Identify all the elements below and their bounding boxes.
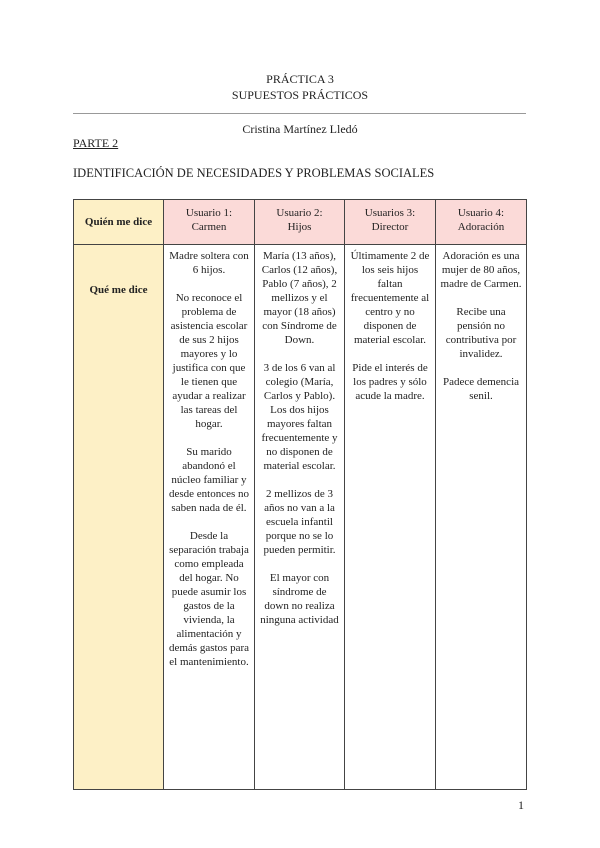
document-subtitle: SUPUESTOS PRÁCTICOS [231,88,369,102]
cell-paragraph: El mayor con síndrome de down no realiza ninguna actividad [260,572,339,626]
section-label: PARTE 2 [73,136,119,150]
cell-paragraph: Padece demencia senil. [442,376,520,402]
needs-table [73,199,527,790]
table-header-row [74,200,527,245]
column-header-user-2 [255,200,345,245]
header-divider [73,113,526,114]
cell-user-4 [436,245,527,790]
cell-paragraph: Adoración es una mujer de 80 años, madre de Carmen. [440,250,522,290]
cell-user-1 [164,245,255,790]
page-number: 1 [518,798,524,812]
column-header-line: Director [371,221,409,233]
column-header-line: Carmen [191,221,227,233]
cell-paragraph: Pide el interés de los padres y sólo acude la madre. [352,362,428,402]
cell-paragraph: Madre soltera con 6 hijos. [169,250,249,276]
table-body-row [74,245,527,790]
row-label-what: Qué me dice [74,245,164,790]
column-header-user-4 [436,200,527,245]
column-header-line: Hijos [287,221,312,233]
column-header-line: Usuario 1: [185,207,233,219]
document-title: PRÁCTICA 3 [266,72,334,86]
section-heading: IDENTIFICACIÓN DE NECESIDADES Y PROBLEMAS SOCIALES [73,166,435,180]
column-header-user-1 [164,200,255,245]
cell-user-2 [255,245,345,790]
cell-paragraph: Recibe una pensión no contributiva por invalidez. [445,306,517,360]
column-header-line: Usuario 4: [457,207,505,219]
column-header-line: Usuario 2: [276,207,323,219]
cell-paragraph: Últimamente 2 de los seis hijos faltan frecuentemente al centro y no disponen de material escolar. [350,250,430,346]
cell-paragraph: No reconoce el problema de asistencia escolar de sus 2 hijos mayores y lo justifica con que le tienen que ayudar a realizar las tareas del hogar. [170,292,248,430]
column-header-line: Usuarios 3: [364,207,416,219]
cell-user-3 [345,245,436,790]
cell-paragraph: Su marido abandonó el núcleo familiar y desde entonces no saben nada de él. [168,446,250,514]
row-label-who: Quién me dice [74,200,164,245]
author-name: Cristina Martínez Lledó [242,122,358,136]
column-header-user-3 [345,200,436,245]
column-header-line: Adoración [457,221,505,233]
cell-paragraph: 2 mellizos de 3 años no van a la escuela infantil porque no se lo pueden permitir. [263,488,336,556]
cell-paragraph: Desde la separación trabaja como empleada del hogar. No puede asumir los gastos de la vivienda, la alimentación y demás gastos para el mantenimiento. [168,530,250,668]
cell-paragraph: 3 de los 6 van al colegio (María, Carlos y Pablo). Los dos hijos mayores faltan frecuentemente y no disponen de material escolar. [261,362,338,472]
cell-paragraph: María (13 años), Carlos (12 años), Pablo (7 años), 2 mellizos y el mayor (18 años) con Síndrome de Down. [261,250,338,346]
